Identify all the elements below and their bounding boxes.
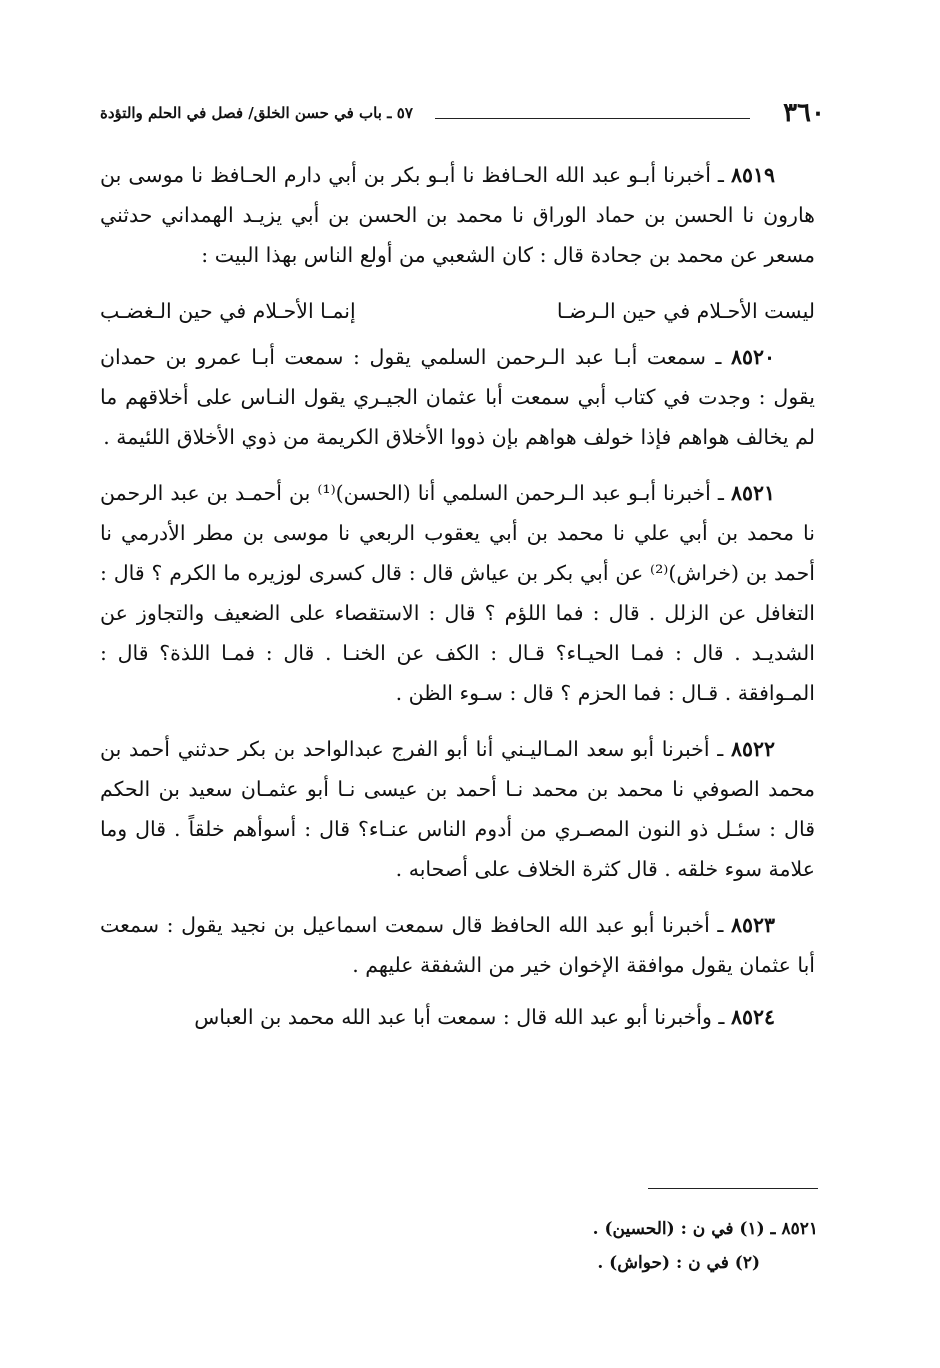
- entry-8523: [100, 905, 815, 985]
- entry-8524: [100, 997, 815, 1037]
- entry-text: ـ أخبرنا أبو سعد المـاليـني أنا أبو الفرج عبدالواحد بن بكر حدثني أحمد بن محمد الصوفي نا محمد بن محمد نـا أحمد بن عيسى نـا أبو عثمـان سعيد بن الحكم قال : سئـل ذو النون المصـري من أدوم الناس عنـاء؟ قال : أسوأهم خلقاً . قال وما علامة سوء خلقه . قال كثرة الخلاف على أصحابه .: [100, 737, 815, 881]
- footnote-1: ٨٥٢١ ـ (١) في ن : (الحسين) .: [592, 1219, 818, 1239]
- footnote-rule: [648, 1188, 818, 1189]
- entry-number: ٨٥٢٠: [730, 345, 775, 369]
- entry-8521: [100, 473, 815, 713]
- poem-right-hemistich: ليست الأحـلام في حين الـرضـا: [556, 299, 815, 323]
- entry-number: ٨٥٢٢: [730, 737, 775, 761]
- entry-8520: [100, 337, 815, 457]
- entry-text: ـ أخبرنا أبـو عبد الله الحـافظ نا أبـو بكر بن أبي دارم الحـافظ نا موسى بن هارون نا الحسن بن حماد الوراق نا محمد بن الحسن بن أبي يزيـد الهمداني حدثني مسعر عن محمد بن جحادة قال : كان الشعبي من أولع الناس بهذا البيت :: [100, 163, 815, 267]
- entry-text: ـ سمعت أبـا عبد الـرحمن السلمي يقول : سمعت أبـا عمرو بن حمدان يقول : وجدت في كتاب أبي سمعت أبا عثمان الجيـري يقول النـاس على أخلاقهم ما لم يخالف هواهم فإذا خولف هواهم بإن ذووا الأخلاق الكريمة من ذوي الأخلاق اللئيمة .: [100, 345, 815, 449]
- entry-number: ٨٥٢١: [730, 481, 775, 505]
- poem-left-hemistich: إنمـا الأحـلام في حين الـغضـب: [100, 299, 356, 323]
- entry-text: ـ أخبرنا أبو عبد الله الحافظ قال سمعت اسماعيل بن نجيد يقول : سمعت أبا عثمان يقول موافقة الإخوان خير من الشفقة عليهم .: [100, 913, 815, 977]
- entry-text: ـ أخبرنا أبـو عبد الـرحمن السلمي أنا (الحسن)⁽¹⁾ بن أحمـد بن عبد الرحمن نا محمد بن أبي علي نا محمد بن أبي يعقوب الربعي نا موسى بن مطر الأدرمي نا أحمد بن (خراش)⁽²⁾ عن أبي بكر بن عياش قال : قال كسرى لوزيره ما الكرم ؟ قال : التغافل عن الزلل . قال : فما اللؤم ؟ قال : الاستقصاء على الضعيف والتجاوز عن الشديـد . قال : فمـا الحيـاء؟ قـال : الكف عن الخنـا . قال : فمـا اللذة؟ قال : المـوافقة . قـال : فما الحزم ؟ قال : سـوء الظن .: [100, 481, 815, 705]
- page-header: [100, 98, 825, 132]
- entry-text: ـ وأخبرنا أبو عبد الله قال : سمعت أبا عبد الله محمد بن العباس: [194, 1005, 731, 1029]
- poem-verse: [100, 291, 815, 331]
- entry-number: ٨٥٢٣: [730, 913, 775, 937]
- header-rule: [435, 118, 750, 119]
- entry-8522: [100, 729, 815, 889]
- entry-number: ٨٥١٩: [730, 163, 775, 187]
- footnote-2: (٢) في ن : (حواش) .: [597, 1253, 760, 1273]
- running-title: ٥٧ ـ باب في حسن الخلق/ فصل في الحلم والتؤدة: [100, 104, 413, 122]
- page-number: ٣٦٠: [783, 98, 825, 128]
- entry-8519: [100, 155, 815, 275]
- footnotes: [318, 1212, 818, 1280]
- entry-number: ٨٥٢٤: [730, 1005, 775, 1029]
- page-body: [100, 155, 815, 1053]
